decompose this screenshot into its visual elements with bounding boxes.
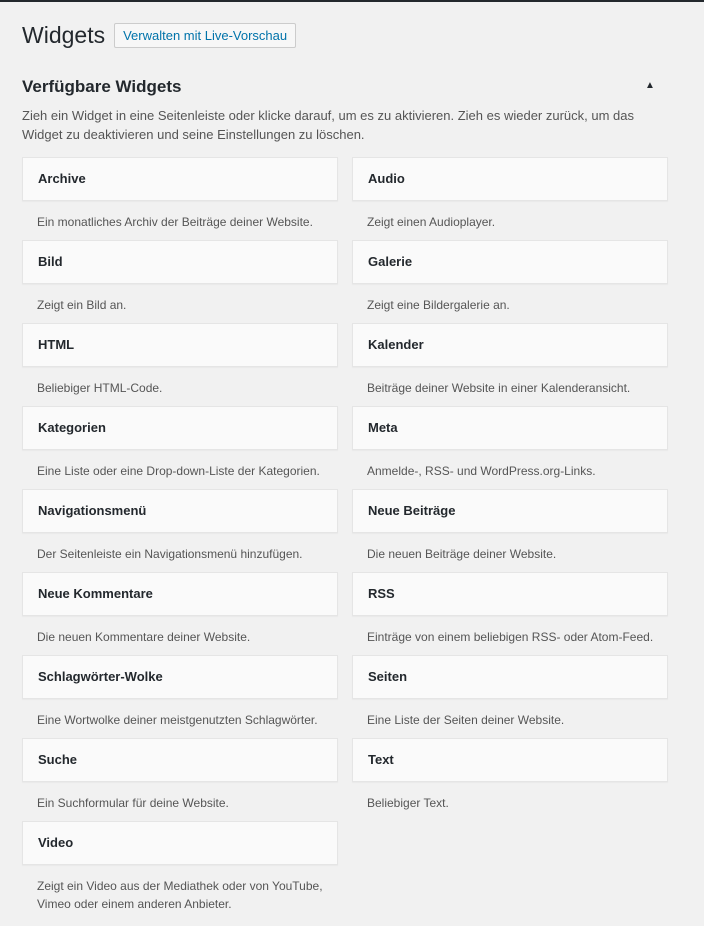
widget-title[interactable]: Galerie: [352, 240, 668, 284]
page-title: Widgets: [22, 22, 106, 48]
widget-title[interactable]: Kalender: [352, 323, 668, 367]
widget-description: Zeigt einen Audioplayer.: [367, 215, 496, 229]
widget-title[interactable]: Suche: [22, 738, 338, 782]
widget-list: [22, 157, 668, 911]
widget-description: Beliebiger HTML-Code.: [37, 381, 163, 395]
widget-item: [352, 406, 668, 489]
widget-description: Die neuen Kommentare deiner Website.: [37, 630, 251, 644]
widget-item: [22, 157, 338, 240]
widget-title[interactable]: Video: [22, 821, 338, 865]
widget-title[interactable]: Kategorien: [22, 406, 338, 450]
widget-description: Der Seitenleiste ein Navigationsmenü hinzufügen.: [37, 547, 303, 561]
widget-title[interactable]: Bild: [22, 240, 338, 284]
widget-description: Die neuen Beiträge deiner Website.: [367, 547, 557, 561]
widget-item: [22, 323, 338, 406]
widget-title[interactable]: Audio: [352, 157, 668, 201]
widget-description: Ein Suchformular für deine Website.: [37, 796, 229, 810]
widget-description: Eine Liste oder eine Drop-down-Liste der Kategorien.: [37, 464, 320, 478]
widget-description: Einträge von einem beliebigen RSS- oder Atom-Feed.: [367, 630, 654, 644]
widget-item: [22, 489, 338, 572]
widget-description: Zeigt ein Bild an.: [37, 298, 127, 312]
widget-title[interactable]: Seiten: [352, 655, 668, 699]
widget-item: [352, 738, 668, 821]
widget-title[interactable]: Archive: [22, 157, 338, 201]
widget-item: [22, 406, 338, 489]
widget-item: [22, 821, 338, 911]
live-preview-button[interactable]: Verwalten mit Live-Vorschau: [114, 23, 296, 48]
widget-description: Eine Wortwolke deiner meistgenutzten Schlagwörter.: [37, 713, 318, 727]
widget-title[interactable]: HTML: [22, 323, 338, 367]
widget-description: Beiträge deiner Website in einer Kalenderansicht.: [367, 381, 631, 395]
widget-item: [352, 655, 668, 738]
widget-description: Ein monatliches Archiv der Beiträge deiner Website.: [37, 215, 313, 229]
widget-description: Eine Liste der Seiten deiner Website.: [367, 713, 565, 727]
widget-item: [352, 157, 668, 240]
widget-title[interactable]: Neue Beiträge: [352, 489, 668, 533]
widget-title[interactable]: Navigationsmenü: [22, 489, 338, 533]
page-header: [22, 22, 296, 49]
widget-item: [22, 572, 338, 655]
widget-item: [352, 323, 668, 406]
widget-description: Beliebiger Text.: [367, 796, 449, 810]
section-title: Verfügbare Widgets: [22, 77, 182, 96]
widget-item: [352, 240, 668, 323]
widget-title[interactable]: Schlagwörter-Wolke: [22, 655, 338, 699]
widget-item: [352, 572, 668, 655]
section-intro: Zieh ein Widget in eine Seitenleiste oder klicke darauf, um es zu aktivieren. Zieh es wieder zurück, um das Widget zu deaktivieren und seine Einstellungen zu löschen.: [22, 108, 635, 142]
widget-item: [22, 738, 338, 821]
widget-description: Zeigt ein Video aus der Mediathek oder von YouTube, Vimeo oder einem anderen Anbieter.: [37, 879, 323, 911]
widget-title[interactable]: Neue Kommentare: [22, 572, 338, 616]
widget-item: [22, 655, 338, 738]
widget-title[interactable]: RSS: [352, 572, 668, 616]
widget-item: [22, 240, 338, 323]
collapse-arrow-icon[interactable]: ▲: [645, 80, 655, 91]
widget-description: Anmelde-, RSS- und WordPress.org-Links.: [367, 464, 596, 478]
widget-item: [352, 489, 668, 572]
widget-title[interactable]: Text: [352, 738, 668, 782]
widget-description: Zeigt eine Bildergalerie an.: [367, 298, 510, 312]
widget-title[interactable]: Meta: [352, 406, 668, 450]
